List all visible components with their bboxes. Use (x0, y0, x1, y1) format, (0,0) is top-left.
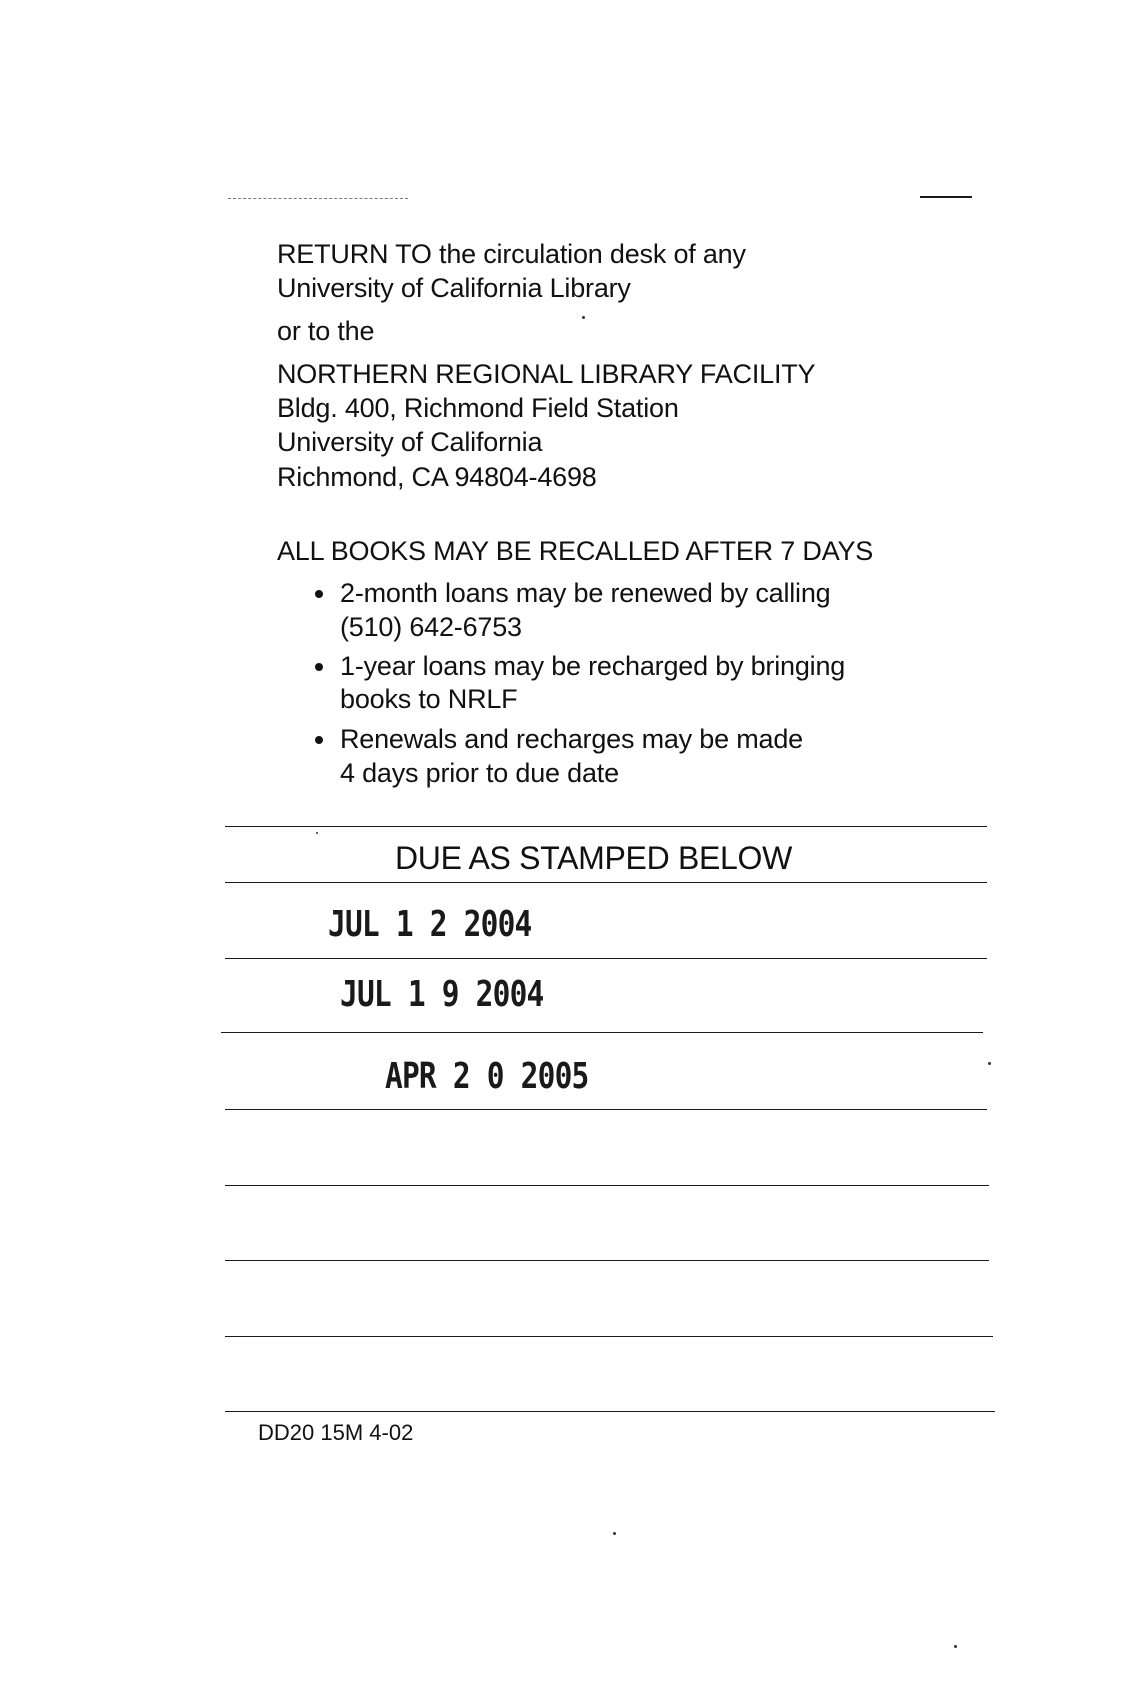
table-row-rule (221, 1032, 983, 1033)
due-date-stamp (340, 974, 543, 1015)
scan-speck (582, 316, 585, 319)
stamp-day: 1 2 (395, 904, 447, 945)
table-top-rule (225, 826, 987, 827)
facility-name: NORTHERN REGIONAL LIBRARY FACILITY (277, 359, 816, 389)
scan-speck (316, 832, 318, 834)
stamp-year: 2004 (463, 904, 532, 945)
top-left-dashed-mark (228, 198, 408, 199)
bullet-item-line: 4 days prior to due date (340, 758, 619, 788)
return-library-line: University of California Library (277, 273, 631, 303)
return-or-line: or to the (277, 316, 375, 346)
recall-heading: ALL BOOKS MAY BE RECALLED AFTER 7 DAYS (277, 536, 874, 566)
table-header-rule (225, 882, 987, 883)
bullet-icon (315, 736, 323, 744)
table-row-rule (225, 1109, 987, 1110)
due-heading: DUE AS STAMPED BELOW (395, 840, 793, 876)
bullet-item-line: books to NRLF (340, 684, 518, 714)
stamp-year: 2004 (475, 974, 544, 1015)
facility-city: Richmond, CA 94804-4698 (277, 462, 597, 492)
table-row-rule (225, 958, 987, 959)
bullet-icon (315, 590, 323, 598)
stamp-month: JUL (328, 904, 379, 945)
facility-building: Bldg. 400, Richmond Field Station (277, 393, 679, 423)
bullet-icon (315, 663, 323, 671)
form-code: DD20 15M 4-02 (258, 1420, 414, 1445)
due-date-stamp (328, 904, 531, 945)
bullet-item-line: 2-month loans may be renewed by calling (340, 578, 831, 608)
scan-speck (954, 1645, 957, 1648)
table-row-rule (225, 1185, 989, 1186)
stamp-month: JUL (340, 974, 391, 1015)
bullet-item-line: 1-year loans may be recharged by bringing (340, 651, 846, 681)
stamp-day: 2 0 (452, 1056, 504, 1097)
table-row-rule (225, 1260, 989, 1261)
due-date-stamp (385, 1056, 588, 1097)
table-row-rule (225, 1336, 993, 1337)
scan-speck (988, 1062, 991, 1065)
bullet-item-line: (510) 642-6753 (340, 612, 522, 642)
top-right-mark (920, 196, 972, 198)
stamp-year: 2005 (520, 1056, 589, 1097)
stamp-month: APR (385, 1056, 436, 1097)
return-instruction-line: RETURN TO the circulation desk of any (277, 239, 746, 269)
bullet-item-line: Renewals and recharges may be made (340, 724, 803, 754)
stamp-day: 1 9 (407, 974, 459, 1015)
scan-speck (613, 1532, 616, 1535)
table-bottom-rule (225, 1411, 995, 1412)
facility-university: University of California (277, 427, 543, 457)
